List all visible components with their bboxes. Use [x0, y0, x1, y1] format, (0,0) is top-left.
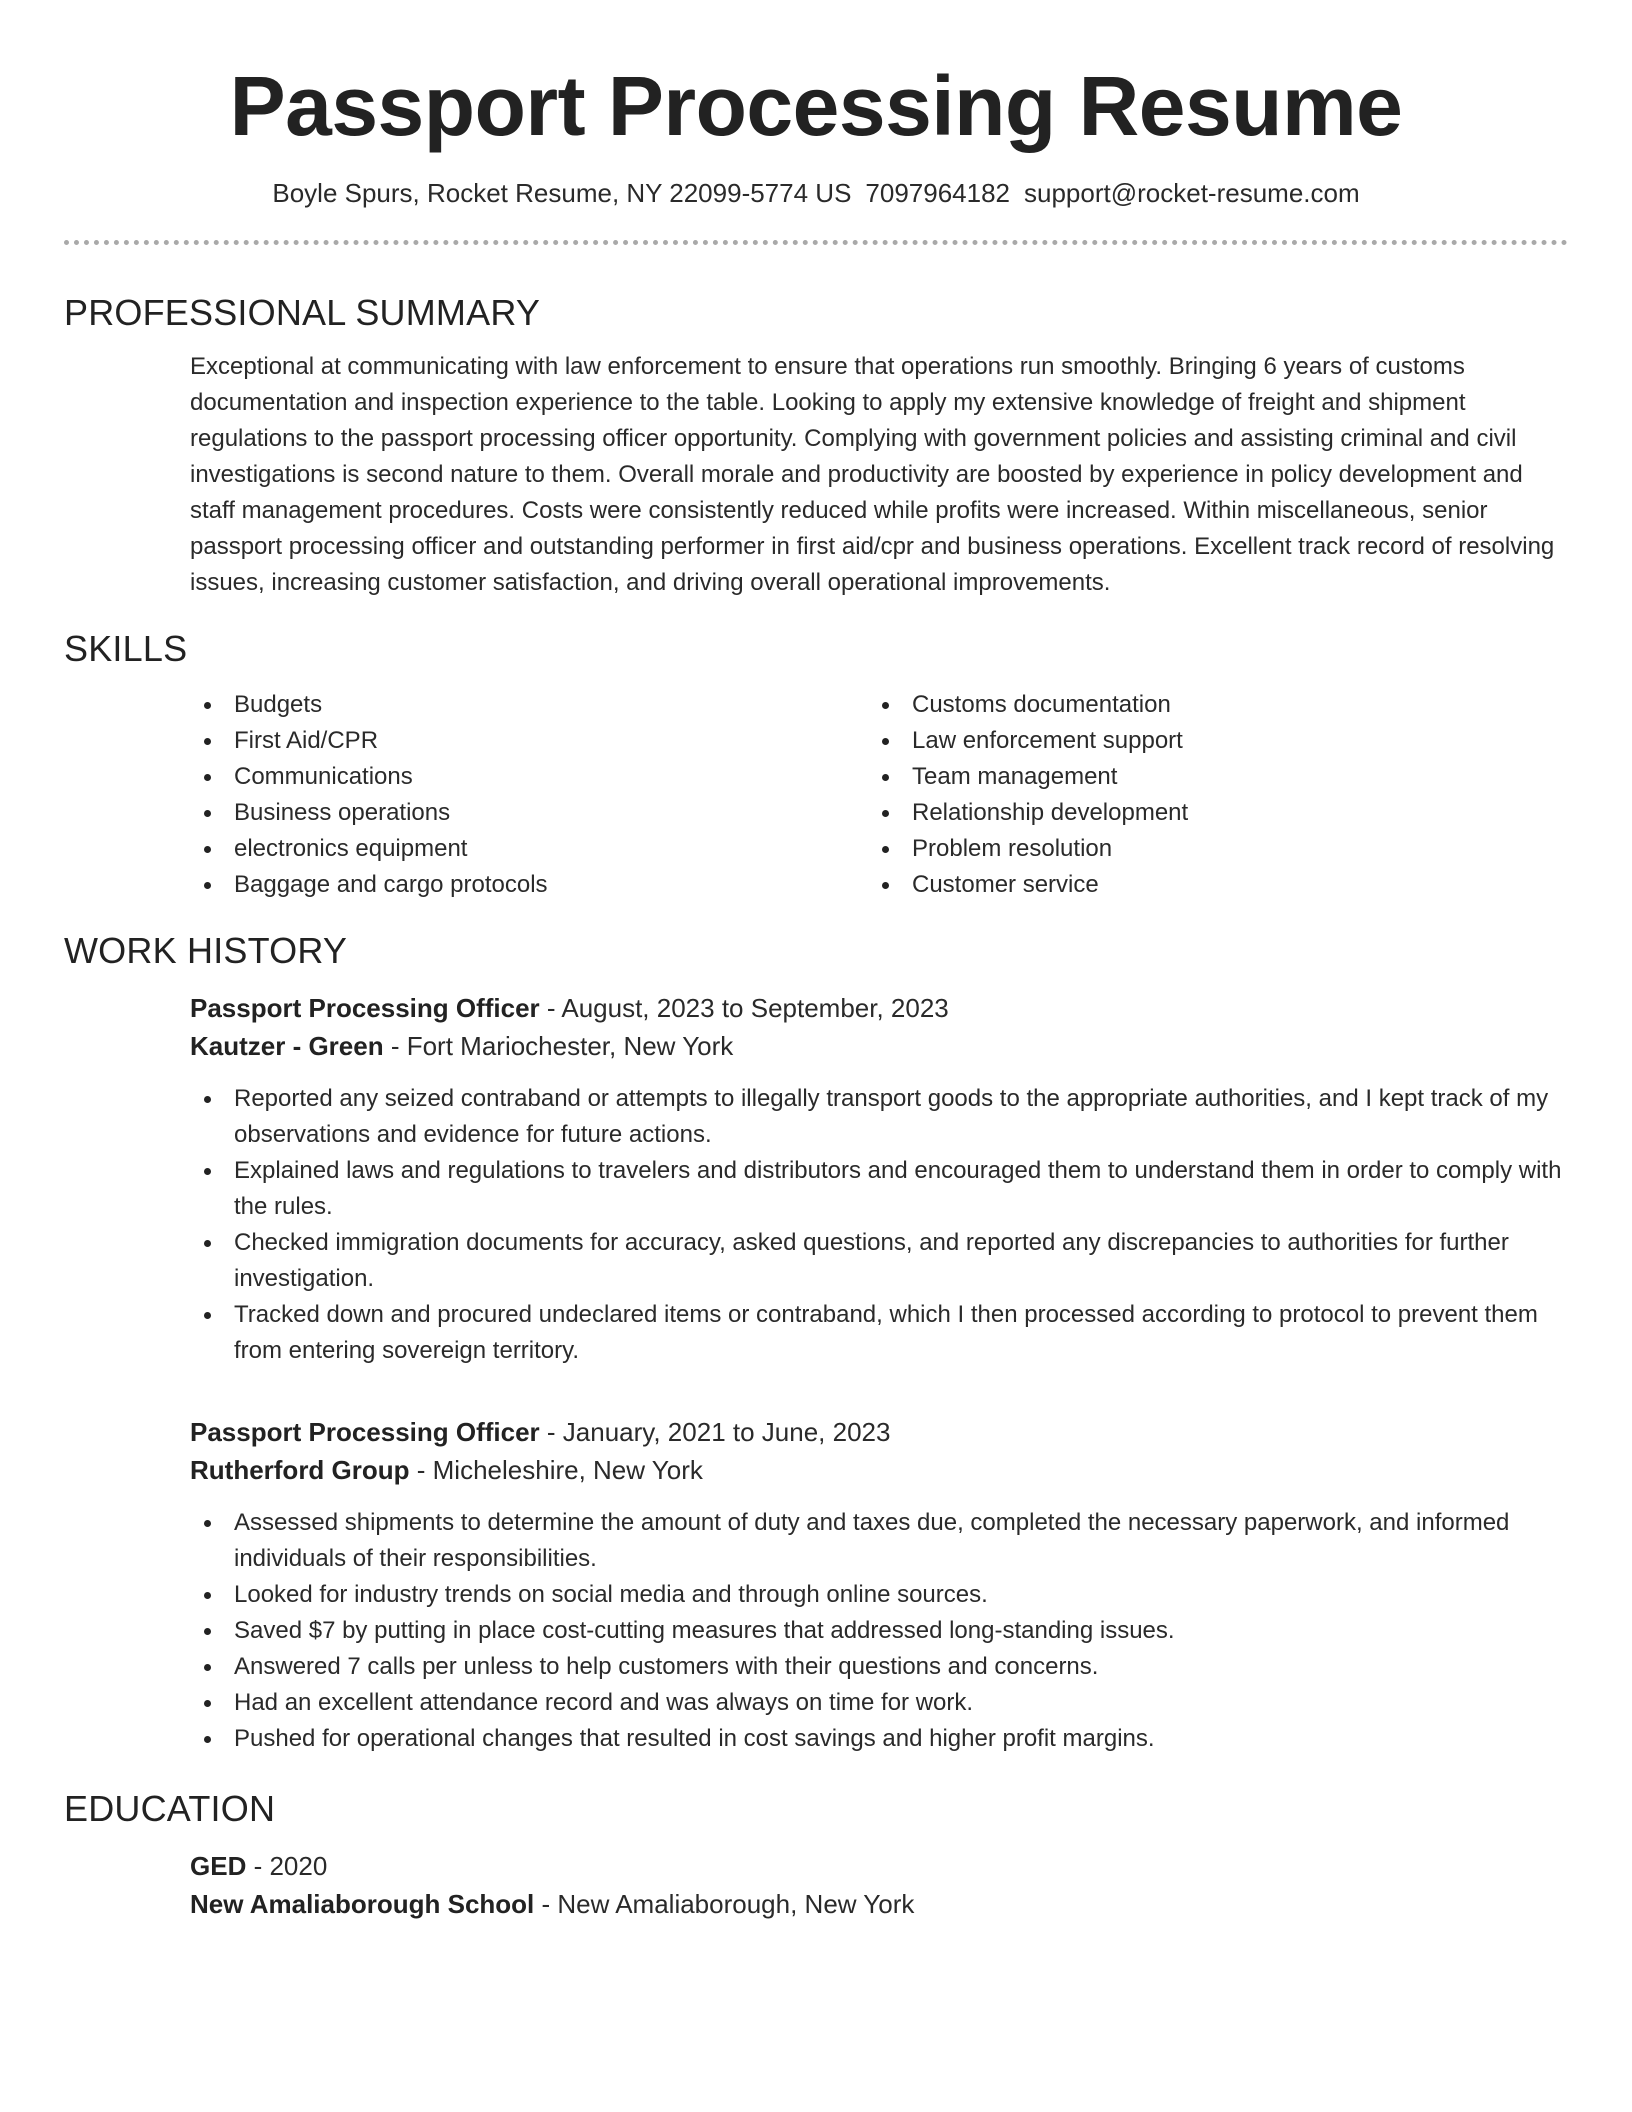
job-dates: - August, 2023 to September, 2023 — [539, 993, 949, 1023]
education-degree: GED — [190, 1851, 247, 1881]
education-entry — [64, 1847, 1568, 1923]
job-bullet: Tracked down and procured undeclared items or contraband, which I then processed according to protocol to prevent them from entering sovereign territory. — [190, 1297, 1568, 1369]
job-entry — [64, 1413, 1568, 1757]
skill-item: Baggage and cargo protocols — [190, 867, 868, 903]
work-history-heading: WORK HISTORY — [64, 930, 348, 971]
education-location: - New Amaliaborough, New York — [534, 1889, 915, 1919]
summary-text: Exceptional at communicating with law enforcement to ensure that operations run smoothly. Bringing 6 years of customs documentation and inspection experience to the table. Looking to apply my extensive knowledge of freight and shipment regulations to the passport processing officer opportunity. Complying with government policies and assisting criminal and civil investigations is second nature to them. Overall morale and productivity are boosted by experience in policy development and staff management procedures. Costs were consistently reduced while profits were increased. Within miscellaneous, senior passport processing officer and outstanding performer in first aid/cpr and business operations. Excellent track record of resolving issues, increasing customer satisfaction, and driving overall operational improvements. — [190, 353, 1555, 596]
skill-item: Budgets — [190, 687, 868, 723]
education-heading: EDUCATION — [64, 1788, 276, 1829]
skills-heading: SKILLS — [64, 628, 188, 669]
summary-section — [64, 291, 1568, 601]
job-title: Passport Processing Officer — [190, 993, 540, 1023]
skill-item: Problem resolution — [868, 831, 1546, 867]
job-title-line — [190, 1413, 1568, 1451]
job-bullet: Pushed for operational changes that resulted in cost savings and higher profit margins. — [190, 1721, 1568, 1757]
job-title-line — [190, 989, 1568, 1027]
job-bullet: Looked for industry trends on social media and through online sources. — [190, 1577, 1568, 1613]
job-company: Kautzer - Green — [190, 1031, 384, 1061]
contact-email: support@rocket-resume.com — [1024, 178, 1360, 208]
job-bullet: Answered 7 calls per unless to help customers with their questions and concerns. — [190, 1649, 1568, 1685]
job-company-line — [190, 1027, 1568, 1065]
resume-title: Passport Processing Resume — [229, 59, 1403, 153]
work-history-section — [64, 929, 1568, 1757]
job-title: Passport Processing Officer — [190, 1417, 540, 1447]
contact-address: Boyle Spurs, Rocket Resume, NY 22099-5774 US — [272, 178, 852, 208]
job-entry — [64, 989, 1568, 1369]
education-degree-line — [190, 1847, 1568, 1885]
skill-item: Customs documentation — [868, 687, 1546, 723]
skill-item: Law enforcement support — [868, 723, 1546, 759]
education-year: - 2020 — [246, 1851, 328, 1881]
skill-item: Communications — [190, 759, 868, 795]
job-bullets — [190, 1505, 1568, 1757]
skill-item: Relationship development — [868, 795, 1546, 831]
job-location: - Micheleshire, New York — [409, 1455, 703, 1485]
skill-item: First Aid/CPR — [190, 723, 868, 759]
skill-item: Team management — [868, 759, 1546, 795]
skill-item: Business operations — [190, 795, 868, 831]
skills-list — [64, 687, 1568, 903]
job-company-line — [190, 1451, 1568, 1489]
job-bullet: Assessed shipments to determine the amount of duty and taxes due, completed the necessary paperwork, and informed individuals of their responsibilities. — [190, 1505, 1568, 1577]
job-bullet: Explained laws and regulations to travelers and distributors and encouraged them to understand them in order to comply with the rules. — [190, 1153, 1568, 1225]
skills-section — [64, 627, 1568, 903]
summary-heading: PROFESSIONAL SUMMARY — [64, 292, 541, 333]
job-bullet: Saved $7 by putting in place cost-cutting measures that addressed long-standing issues. — [190, 1613, 1568, 1649]
job-bullet: Reported any seized contraband or attempts to illegally transport goods to the appropriate authorities, and I kept track of my observations and evidence for future actions. — [190, 1081, 1568, 1153]
skill-item: Customer service — [868, 867, 1546, 903]
header-divider — [64, 240, 1568, 245]
job-bullets — [190, 1081, 1568, 1369]
job-bullet: Checked immigration documents for accuracy, asked questions, and reported any discrepancies to authorities for further investigation. — [190, 1225, 1568, 1297]
education-section — [64, 1787, 1568, 1923]
education-school-line — [190, 1885, 1568, 1923]
skill-item: electronics equipment — [190, 831, 868, 867]
contact-line — [64, 176, 1568, 210]
education-school: New Amaliaborough School — [190, 1889, 535, 1919]
job-dates: - January, 2021 to June, 2023 — [539, 1417, 891, 1447]
job-location: - Fort Mariochester, New York — [383, 1031, 734, 1061]
contact-phone: 7097964182 — [865, 178, 1011, 208]
skills-column-right — [868, 687, 1546, 903]
job-bullet: Had an excellent attendance record and was always on time for work. — [190, 1685, 1568, 1721]
job-company: Rutherford Group — [190, 1455, 410, 1485]
skills-column-left — [190, 687, 868, 903]
